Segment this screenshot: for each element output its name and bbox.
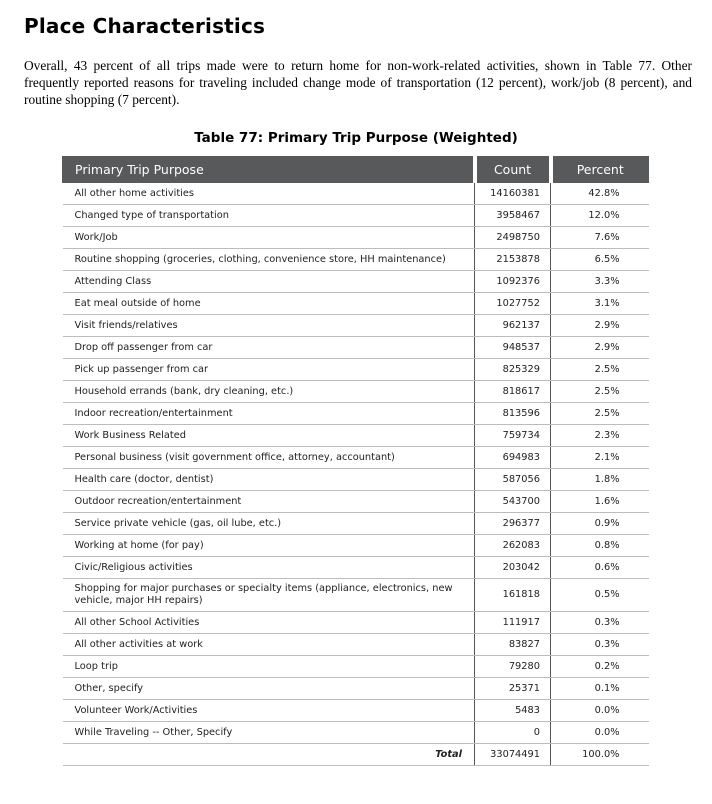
header-primary-trip-purpose: Primary Trip Purpose	[63, 157, 475, 183]
count-cell: 203042	[475, 557, 551, 579]
percent-cell: 3.3%	[551, 271, 649, 293]
table-row	[63, 447, 649, 469]
page-heading: Place Characteristics	[24, 14, 266, 38]
count-cell: 587056	[475, 469, 551, 491]
table-caption: Table 77: Primary Trip Purpose (Weighted)	[194, 130, 518, 146]
count-cell: 2153878	[475, 249, 551, 271]
purpose-cell: Drop off passenger from car	[63, 337, 475, 359]
table-row	[63, 381, 649, 403]
count-cell: 962137	[475, 315, 551, 337]
table-body	[63, 183, 649, 766]
purpose-cell: All other home activities	[63, 183, 475, 205]
count-cell: 543700	[475, 491, 551, 513]
table-row	[63, 491, 649, 513]
table-row	[63, 359, 649, 381]
table-row	[63, 612, 649, 634]
count-cell: 111917	[475, 612, 551, 634]
count-cell: 1092376	[475, 271, 551, 293]
table-row	[63, 700, 649, 722]
count-cell: 5483	[475, 700, 551, 722]
percent-cell: 0.5%	[551, 579, 649, 612]
purpose-cell: While Traveling -- Other, Specify	[63, 722, 475, 744]
count-cell: 296377	[475, 513, 551, 535]
purpose-cell: Working at home (for pay)	[63, 535, 475, 557]
percent-cell: 6.5%	[551, 249, 649, 271]
percent-cell: 12.0%	[551, 205, 649, 227]
purpose-cell: Routine shopping (groceries, clothing, convenience store, HH maintenance)	[63, 249, 475, 271]
count-cell: 0	[475, 722, 551, 744]
header-percent: Percent	[551, 157, 649, 183]
percent-cell: 0.8%	[551, 535, 649, 557]
table-row	[63, 293, 649, 315]
purpose-cell: All other activities at work	[63, 634, 475, 656]
purpose-cell: Volunteer Work/Activities	[63, 700, 475, 722]
purpose-cell: Personal business (visit government office, attorney, accountant)	[63, 447, 475, 469]
purpose-cell: Health care (doctor, dentist)	[63, 469, 475, 491]
percent-cell: 2.9%	[551, 315, 649, 337]
intro-paragraph: Overall, 43 percent of all trips made were to return home for non-work-related activities, shown in Table 77. Other frequently reported reasons for traveling included change mode of transportation (12 percent), work/job (8 percent), and routine shopping (7 percent).	[24, 58, 692, 107]
percent-cell: 2.5%	[551, 403, 649, 425]
table-row	[63, 579, 649, 612]
total-row	[63, 744, 649, 766]
count-cell: 813596	[475, 403, 551, 425]
percent-cell: 0.3%	[551, 612, 649, 634]
table-row	[63, 403, 649, 425]
purpose-cell: Other, specify	[63, 678, 475, 700]
purpose-cell: Attending Class	[63, 271, 475, 293]
table-row	[63, 315, 649, 337]
percent-cell: 0.0%	[551, 700, 649, 722]
purpose-cell: Eat meal outside of home	[63, 293, 475, 315]
table-row	[63, 557, 649, 579]
percent-cell: 0.6%	[551, 557, 649, 579]
count-cell: 759734	[475, 425, 551, 447]
purpose-cell: All other School Activities	[63, 612, 475, 634]
purpose-cell: Visit friends/relatives	[63, 315, 475, 337]
purpose-cell: Household errands (bank, dry cleaning, etc.)	[63, 381, 475, 403]
total-percent: 100.0%	[551, 744, 649, 766]
purpose-cell: Outdoor recreation/entertainment	[63, 491, 475, 513]
count-cell: 161818	[475, 579, 551, 612]
percent-cell: 2.1%	[551, 447, 649, 469]
table-row	[63, 722, 649, 744]
purpose-cell: Service private vehicle (gas, oil lube, etc.)	[63, 513, 475, 535]
table-row	[63, 271, 649, 293]
purpose-cell: Civic/Religious activities	[63, 557, 475, 579]
table-row	[63, 469, 649, 491]
count-cell: 948537	[475, 337, 551, 359]
percent-cell: 3.1%	[551, 293, 649, 315]
purpose-cell: Changed type of transportation	[63, 205, 475, 227]
table-row	[63, 425, 649, 447]
count-cell: 25371	[475, 678, 551, 700]
table-row	[63, 656, 649, 678]
table-row	[63, 249, 649, 271]
count-cell: 83827	[475, 634, 551, 656]
percent-cell: 0.0%	[551, 722, 649, 744]
table-row	[63, 205, 649, 227]
table-row	[63, 535, 649, 557]
percent-cell: 2.5%	[551, 381, 649, 403]
total-label: Total	[63, 744, 475, 766]
count-cell: 694983	[475, 447, 551, 469]
purpose-cell: Pick up passenger from car	[63, 359, 475, 381]
count-cell: 79280	[475, 656, 551, 678]
header-count: Count	[475, 157, 551, 183]
count-cell: 825329	[475, 359, 551, 381]
percent-cell: 2.5%	[551, 359, 649, 381]
table-row	[63, 183, 649, 205]
count-cell: 262083	[475, 535, 551, 557]
count-cell: 14160381	[475, 183, 551, 205]
table-row	[63, 634, 649, 656]
table-row	[63, 227, 649, 249]
purpose-cell: Indoor recreation/entertainment	[63, 403, 475, 425]
purpose-cell: Work/Job	[63, 227, 475, 249]
table-row	[63, 513, 649, 535]
trip-purpose-table	[62, 156, 649, 766]
percent-cell: 0.1%	[551, 678, 649, 700]
table-header-row	[63, 157, 649, 183]
percent-cell: 1.8%	[551, 469, 649, 491]
purpose-cell: Shopping for major purchases or specialty items (appliance, electronics, new vehicle, major HH repairs)	[63, 579, 475, 612]
count-cell: 818617	[475, 381, 551, 403]
count-cell: 1027752	[475, 293, 551, 315]
purpose-cell: Work Business Related	[63, 425, 475, 447]
table-row	[63, 337, 649, 359]
percent-cell: 0.3%	[551, 634, 649, 656]
percent-cell: 0.9%	[551, 513, 649, 535]
table-row	[63, 678, 649, 700]
percent-cell: 1.6%	[551, 491, 649, 513]
count-cell: 2498750	[475, 227, 551, 249]
percent-cell: 7.6%	[551, 227, 649, 249]
purpose-cell: Loop trip	[63, 656, 475, 678]
total-count: 33074491	[475, 744, 551, 766]
count-cell: 3958467	[475, 205, 551, 227]
percent-cell: 0.2%	[551, 656, 649, 678]
percent-cell: 42.8%	[551, 183, 649, 205]
percent-cell: 2.3%	[551, 425, 649, 447]
percent-cell: 2.9%	[551, 337, 649, 359]
